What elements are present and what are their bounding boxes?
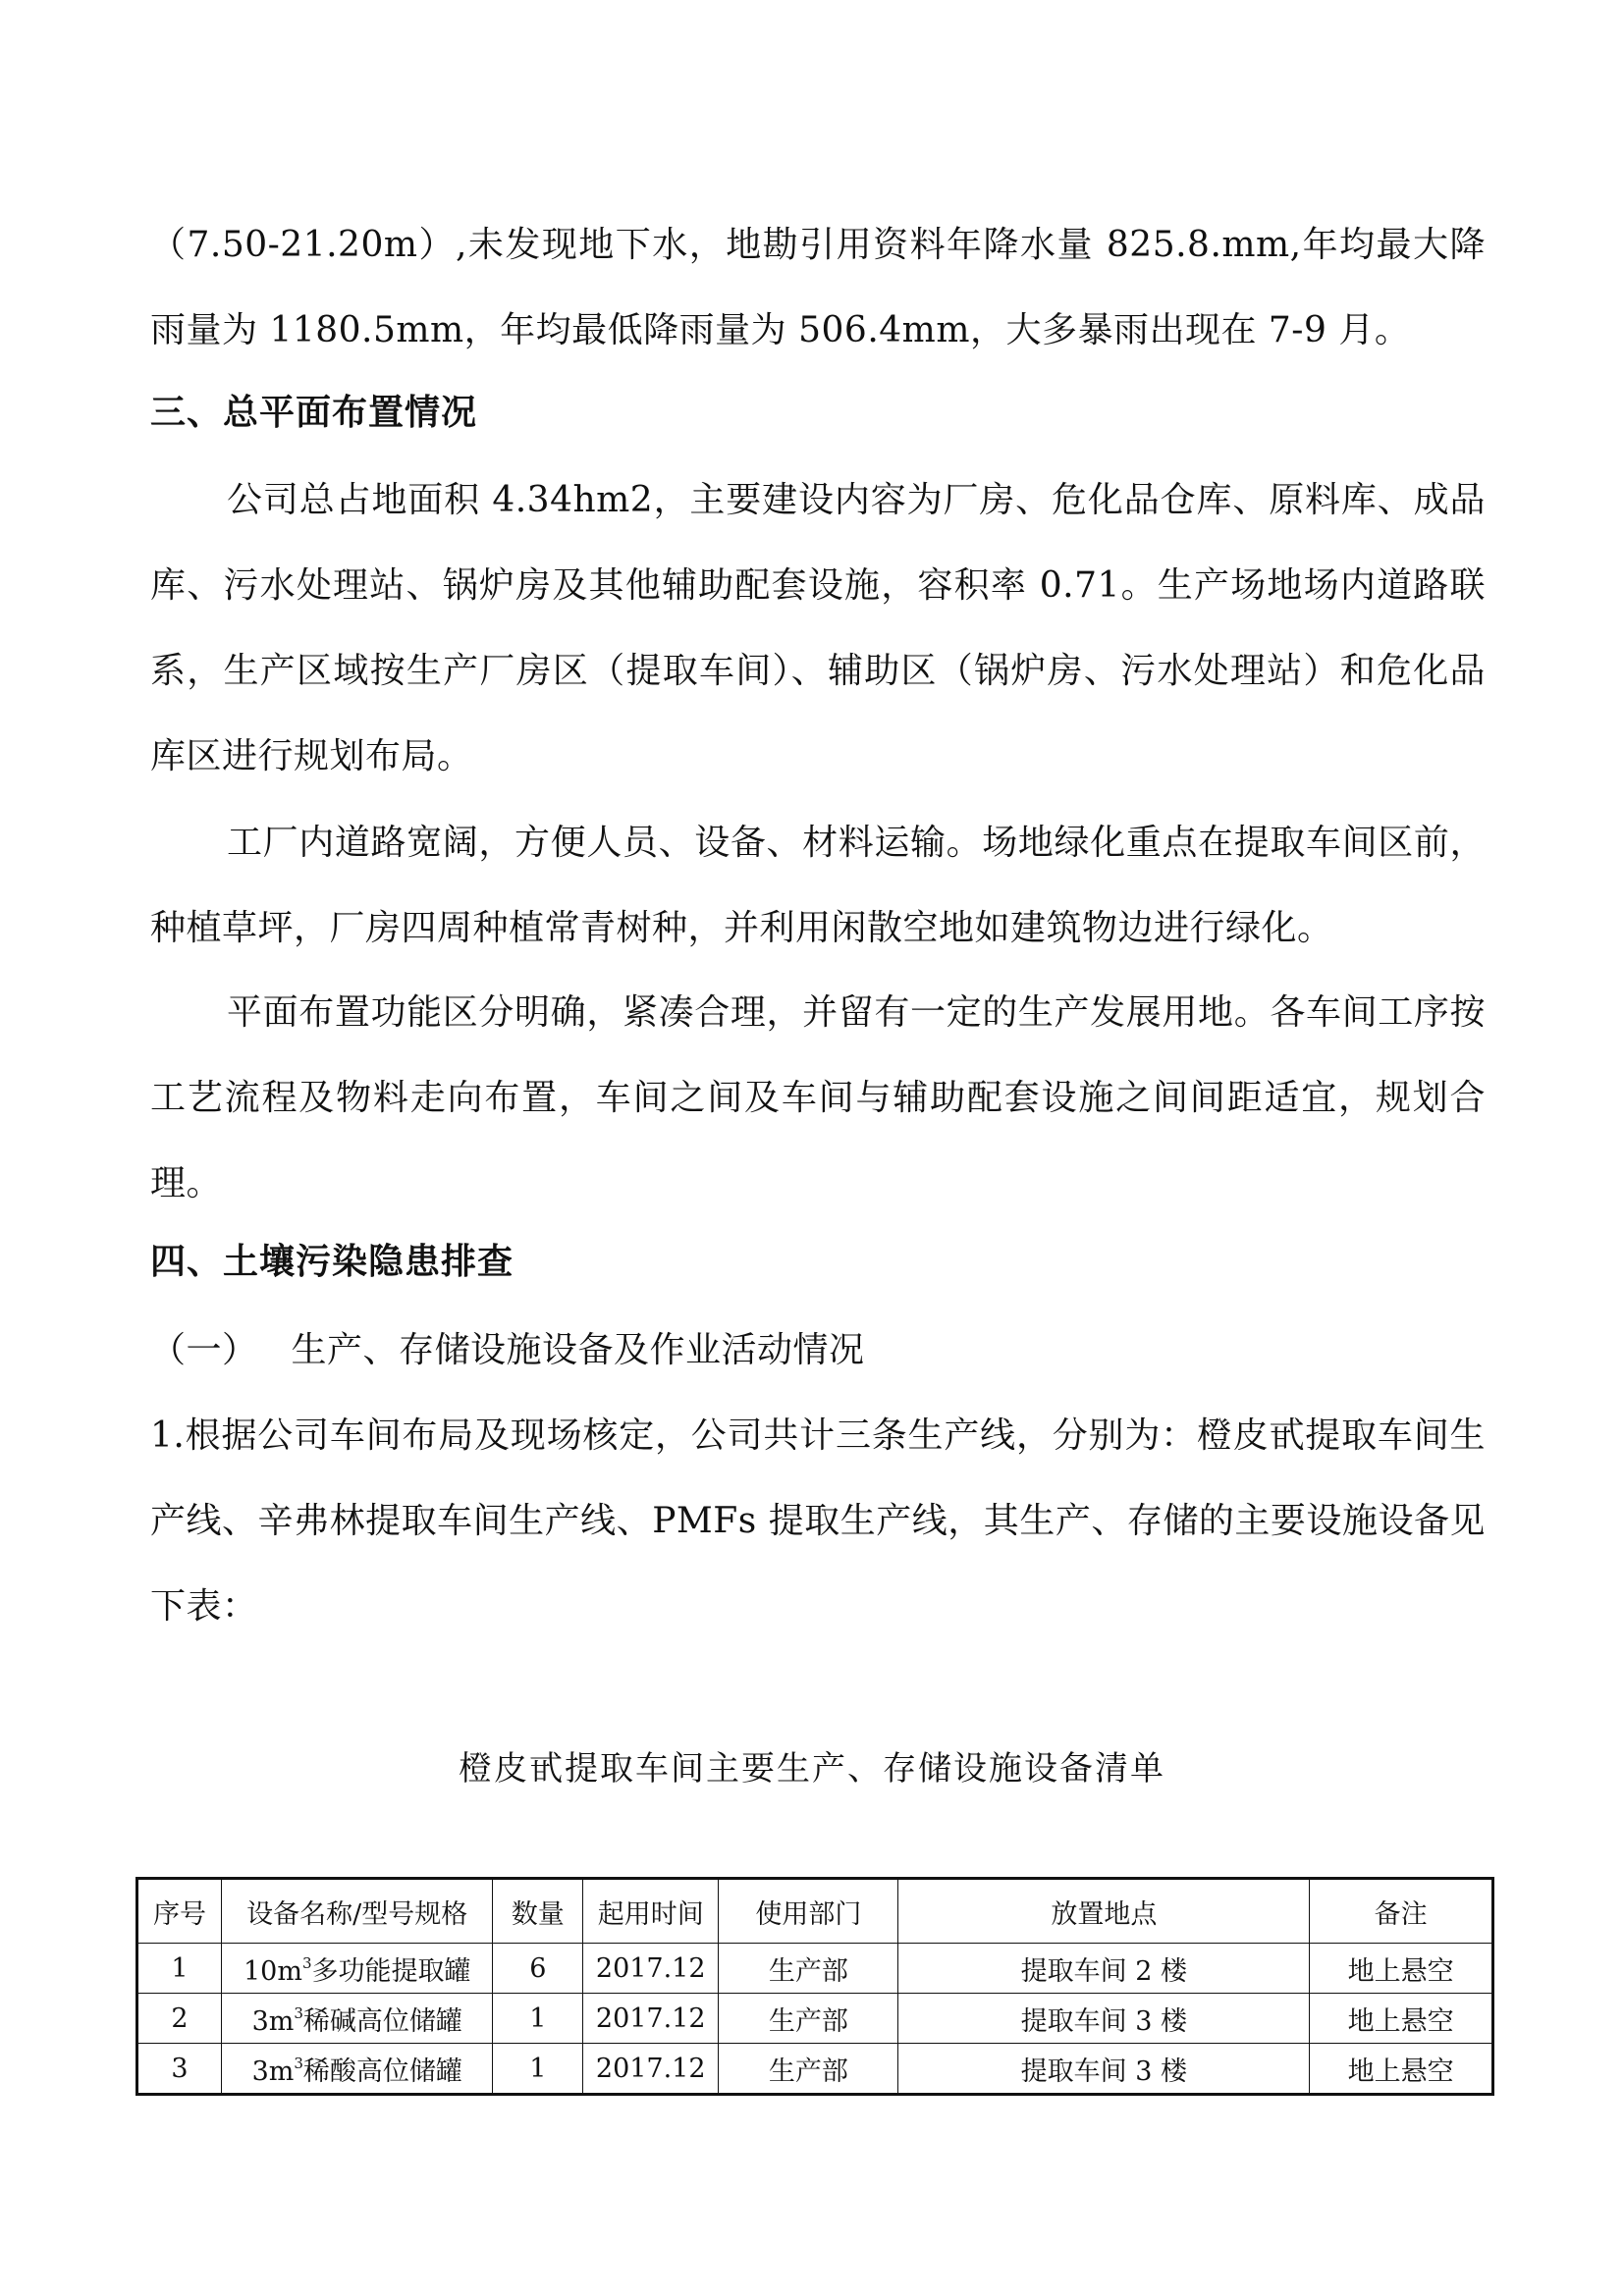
cell-qty: 1 (493, 2044, 583, 2095)
cell-place: 提取车间 3 楼 (898, 2044, 1310, 2095)
subsection-heading-facilities (150, 1321, 865, 1380)
cell-date: 2017.12 (583, 1994, 719, 2044)
section-heading-soil: 四、土壤污染隐患排查 (150, 1242, 514, 1282)
cell-dept: 生产部 (719, 1944, 898, 1994)
paragraph-roads-greening: 工厂内道路宽阔，方便人员、设备、材料运输。场地绿化重点在提取车间区前，种植草坪，厂房四周种植常青树种，并利用闲散空地如建筑物边进行绿化。 (150, 823, 1486, 948)
subsection-number: （一） (150, 1330, 258, 1370)
table-row (137, 2044, 1493, 2095)
table-title: 橙皮甙提取车间主要生产、存储设施设备清单 (459, 1749, 1165, 1789)
header-cell: 使用部门 (719, 1879, 898, 1944)
table-row (137, 1944, 1493, 1994)
header-cell: 序号 (137, 1879, 222, 1944)
subsection-title: 生产、存储设施设备及作业活动情况 (291, 1330, 865, 1370)
cell-dept: 生产部 (719, 2044, 898, 2095)
cell-no: 3 (137, 2044, 222, 2095)
cell-qty: 1 (493, 1994, 583, 2044)
cell-equipment-name: $3m^3$稀酸高位储罐 (222, 2044, 493, 2095)
paragraph-layout-function: 平面布置功能区分明确，紧凑合理，并留有一定的生产发展用地。各车间工序按工艺流程及物料走向布置，车间之间及车间与辅助配套设施之间间距适宜，规划合理。 (150, 992, 1486, 1203)
cell-date: 2017.12 (583, 2044, 719, 2095)
cell-note: 地上悬空 (1310, 1944, 1493, 1994)
header-cell: 起用时间 (583, 1879, 719, 1944)
paragraph-site-area: 公司总占地面积 4.34hm2，主要建设内容为厂房、危化品仓库、原料库、成品库、污水处理站、锅炉房及其他辅助配套设施，容积率 0.71。生产场地场内道路联系，生产区域按生产厂房区（提取车间）、辅助区（锅炉房、污水处理站）和危化品库区进行规划布局。 (150, 480, 1486, 776)
cell-note: 地上悬空 (1310, 2044, 1493, 2095)
table-header-row (137, 1879, 1493, 1944)
cell-equipment-name: $10m^3$多功能提取罐 (222, 1944, 493, 1994)
table-row (137, 1994, 1493, 2044)
cell-no: 1 (137, 1944, 222, 1994)
equipment-table (135, 1877, 1494, 2096)
cell-place: 提取车间 2 楼 (898, 1944, 1310, 1994)
cell-equipment-name: $3m^3$稀碱高位储罐 (222, 1994, 493, 2044)
paragraph-rainfall: （7.50-21.20m）,未发现地下水，地勘引用资料年降水量 825.8.mm,年均最大降雨量为 1180.5mm，年均最低降雨量为 506.4mm，大多暴雨出现在 7-9 月。 (150, 225, 1486, 350)
cell-dept: 生产部 (719, 1994, 898, 2044)
header-cell: 数量 (493, 1879, 583, 1944)
cell-qty: 6 (493, 1944, 583, 1994)
cell-no: 2 (137, 1994, 222, 2044)
header-cell: 备注 (1310, 1879, 1493, 1944)
header-cell: 设备名称/型号规格 (222, 1879, 493, 1944)
paragraph-production-lines: 1.根据公司车间布局及现场核定，公司共计三条生产线，分别为：橙皮甙提取车间生产线、辛弗林提取车间生产线、PMFs 提取生产线，其生产、存储的主要设施设备见下表： (150, 1415, 1486, 1627)
cell-note: 地上悬空 (1310, 1994, 1493, 2044)
header-cell: 放置地点 (898, 1879, 1310, 1944)
cell-date: 2017.12 (583, 1944, 719, 1994)
section-heading-layout: 三、总平面布置情况 (150, 393, 478, 433)
cell-place: 提取车间 3 楼 (898, 1994, 1310, 2044)
